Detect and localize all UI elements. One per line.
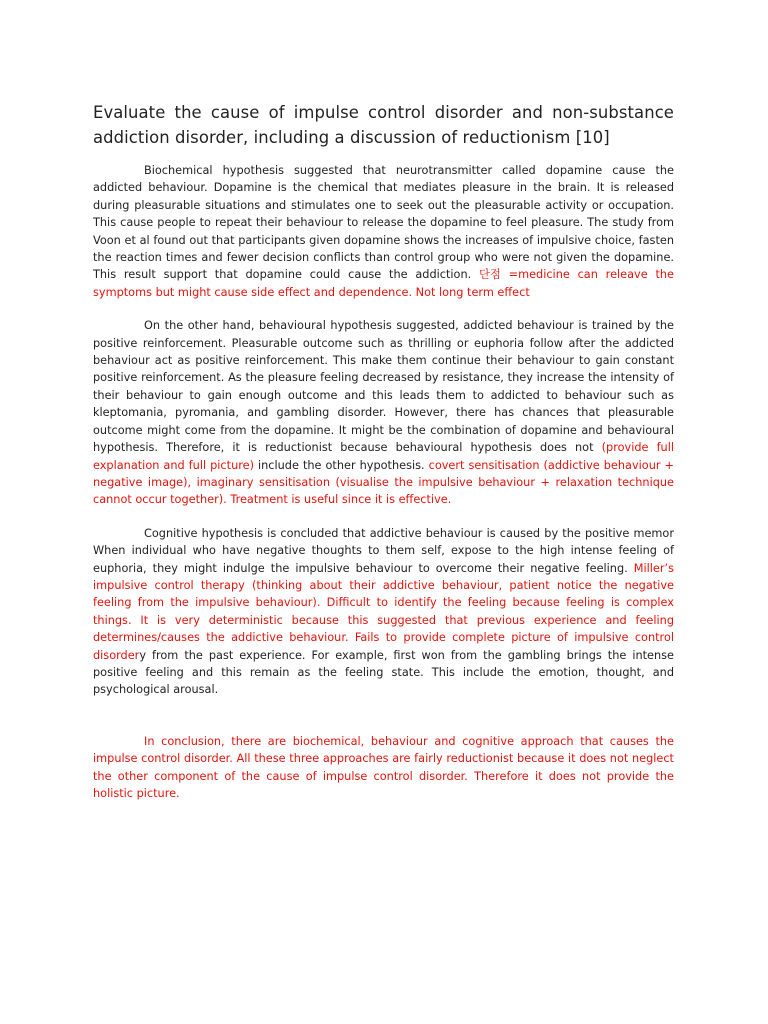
paragraph-cognitive [93,525,674,699]
document-title: Evaluate the cause of impulse control disorder and non-substance addiction disorder, including a discussion of reductionism [10] [93,103,674,147]
annotation-text: 단점 =medicine can releave the symptoms but might cause side effect and dependence. Not long term effect [93,268,674,299]
paragraph-biochemical [93,162,674,301]
annotation-text: In conclusion, there are biochemical, behaviour and cognitive approach that causes the impulse control disorder. All these three approaches are fairly reductionist because it does not neglect the other component of the cause of impulse control disorder. Therefore it does not provide the holistic picture. [93,734,674,800]
annotation-text: covert sensitisation (addictive behaviour + negative image), imaginary sensitisation (visualise the impulsive behaviour + relaxation technique cannot occur together). Treatment is useful since it is effective. [93,458,674,507]
paragraph-conclusion [93,733,674,803]
annotation-text: Miller’s impulsive control therapy (thinking about their addictive behaviour, patient notice the negative feeling from the impulsive behaviour). Difficult to identify the feeling because feeling is complex things. It is very deterministic because this suggested that previous experience and feeling determines/causes the addictive behaviour. Fails to provide complete picture of impulsive control disorder [93,561,674,662]
paragraph-text: On the other hand, behavioural hypothesis suggested, addicted behaviour is trained by the positive reinforcement. Pleasurable outcome such as thrilling or euphoria follow after the addicted behaviour act as positive reinforcement. This make them continue their behaviour to gain constant positive reinforcement. As the pleasure feeling decreased by resistance, they increase the intensity of their behaviour to gain enough outcome and this leads them to addicted to behaviour such as kleptomania, pyromania, and gambling disorder. However, there has chances that pleasurable outcome might come from the dopamine. It might be the combination of dopamine and behavioural hypothesis. Therefore, it is reductionist because behavioural hypothesis does not [93,319,674,455]
annotation-text: (provide full explanation and full picture) [93,441,674,472]
paragraph-gap [93,715,674,733]
paragraph-text: Cognitive hypothesis is concluded that addictive behaviour is caused by the positive memor When individual who have negative thoughts to them self, expose to the high intense feeling of euphoria, they might indulge the impulsive behaviour to overcome their negative feeling. [93,526,674,575]
document-page [93,100,674,818]
paragraph-text: Biochemical hypothesis suggested that neurotransmitter called dopamine cause the addicted behaviour. Dopamine is the chemical that mediates pleasure in the brain. It is released during pleasurable situations and stimulates one to seek out the pleasurable activity or occupation. This cause people to repeat their behaviour to release the dopamine to feel pleasure. The study from Voon et al found out that participants given dopamine shows the increases of impulsive choice, fasten the reaction times and fewer decision conflicts than control group who were not given the dopamine. This result support that dopamine could cause the addiction. [93,164,674,282]
paragraph-text: include the other hypothesis. [253,458,429,472]
paragraph-text: y from the past experience. For example, first won from the gambling brings the intense positive feeling and this remain as the feeling state. This include the emotion, thought, and psychological arousal. [93,648,674,697]
paragraph-behavioural [93,317,674,508]
